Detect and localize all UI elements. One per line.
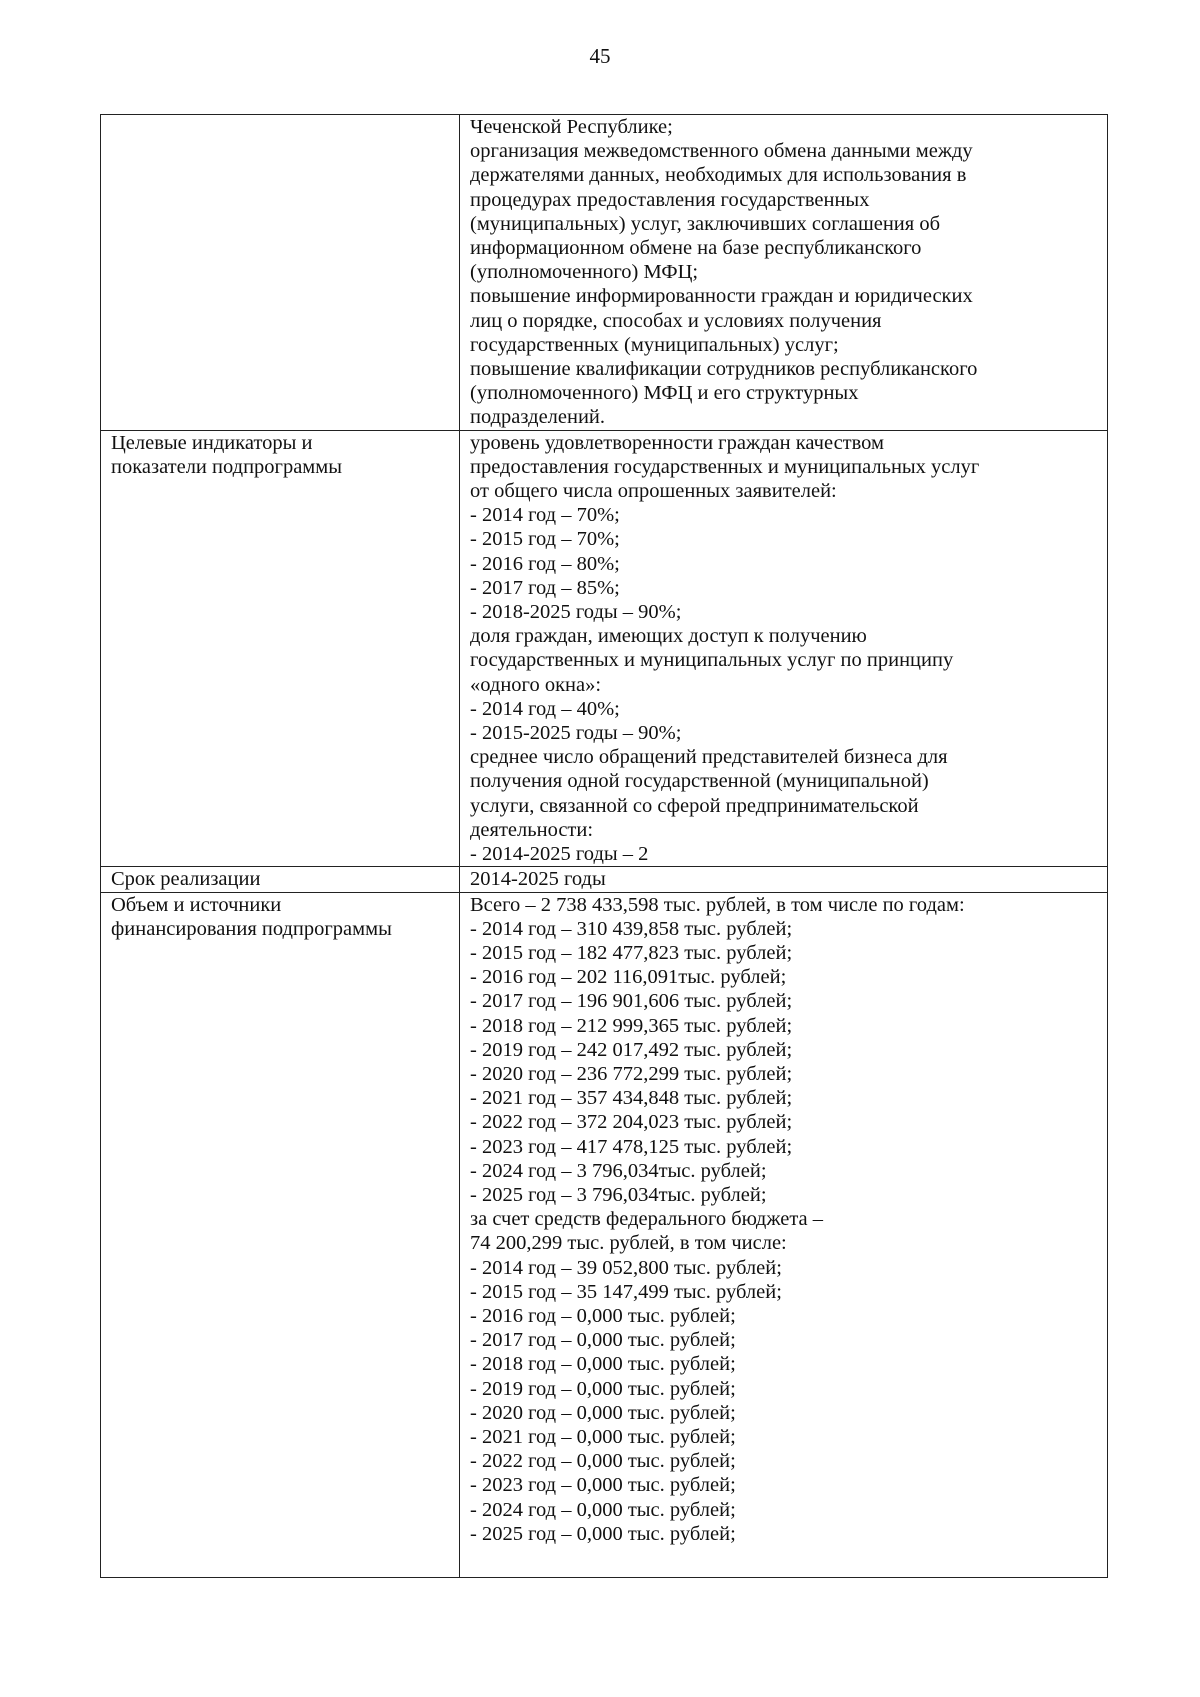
cell-text-line: - 2015 год – 70%; [470, 528, 620, 551]
cell-text-line: 2014-2025 годы [470, 868, 606, 891]
cell-text-line: - 2014 год – 70%; [470, 504, 620, 527]
row-label-cell [101, 430, 460, 867]
cell-text-line: - 2020 год – 236 772,299 тыс. рублей; [470, 1062, 793, 1085]
cell-text-line: - 2017 год – 0,000 тыс. рублей; [470, 1329, 736, 1352]
cell-text-line: предоставления государственных и муниципальных услуг [470, 455, 980, 478]
row-value-cell [460, 115, 1108, 431]
cell-text-line: - 2014 год – 39 052,800 тыс. рублей; [470, 1256, 782, 1279]
cell-text-line: деятельности: [470, 818, 594, 841]
table-row-tasks-continued [101, 115, 1108, 431]
cell-text-line: подразделений. [470, 406, 606, 429]
cell-text-line: - 2018 год – 212 999,365 тыс. рублей; [470, 1014, 793, 1037]
subprogram-passport-table [100, 114, 1108, 1578]
row-label-cell [101, 115, 460, 431]
cell-text-line: - 2020 год – 0,000 тыс. рублей; [470, 1401, 736, 1424]
cell-text-line: - 2024 год – 0,000 тыс. рублей; [470, 1498, 736, 1521]
cell-text-line: держателями данных, необходимых для использования в [470, 164, 967, 187]
cell-text-line: государственных и муниципальных услуг по принципу [470, 649, 954, 672]
cell-text-line: - 2016 год – 202 116,091тыс. рублей; [470, 966, 787, 989]
cell-text-line: доля граждан, имеющих доступ к получению [470, 625, 867, 648]
cell-text-line: - 2015-2025 годы – 90%; [470, 722, 682, 745]
cell-text-line: (уполномоченного) МФЦ и его структурных [470, 382, 859, 405]
cell-text-line: информационном обмене на базе республиканского [470, 237, 922, 260]
cell-text-line: «одного окна»: [470, 673, 602, 696]
cell-text-line: получения одной государственной (муниципальной) [470, 770, 929, 793]
cell-text-line: - 2021 год – 0,000 тыс. рублей; [470, 1425, 736, 1448]
cell-text-line: уровень удовлетворенности граждан качеством [470, 431, 885, 454]
row-value-cell [460, 867, 1108, 892]
cell-text-line: за счет средств федерального бюджета – [470, 1208, 824, 1231]
table-row-target-indicators [101, 430, 1108, 867]
page-number: 45 [589, 44, 611, 68]
cell-text-line: повышение информированности граждан и юридических [470, 285, 973, 308]
cell-text-line: показатели подпрограммы [111, 455, 343, 478]
cell-text-line: - 2023 год – 0,000 тыс. рублей; [470, 1474, 736, 1497]
cell-text-line: - 2022 год – 372 204,023 тыс. рублей; [470, 1111, 793, 1134]
cell-text-line: процедурах предоставления государственных [470, 188, 870, 211]
cell-text-line: Срок реализации [111, 868, 261, 891]
cell-text-line: (муниципальных) услуг, заключивших соглашения об [470, 212, 940, 235]
cell-text-line: - 2019 год – 0,000 тыс. рублей; [470, 1377, 736, 1400]
cell-text-line: от общего числа опрошенных заявителей: [470, 480, 837, 503]
cell-text-line: - 2025 год – 3 796,034тыс. рублей; [470, 1183, 767, 1206]
cell-text-line: - 2015 год – 182 477,823 тыс. рублей; [470, 941, 793, 964]
row-label-cell [101, 892, 460, 1577]
cell-text-line: - 2016 год – 0,000 тыс. рублей; [470, 1304, 736, 1327]
table-row-implementation-term [101, 867, 1108, 892]
cell-text-line: - 2017 год – 196 901,606 тыс. рублей; [470, 990, 793, 1013]
cell-text-line: - 2017 год – 85%; [470, 576, 620, 599]
cell-text-line: - 2014 год – 310 439,858 тыс. рублей; [470, 917, 793, 940]
cell-text-line: - 2023 год – 417 478,125 тыс. рублей; [470, 1135, 793, 1158]
cell-text-line: - 2015 год – 35 147,499 тыс. рублей; [470, 1280, 782, 1303]
row-value-cell [460, 892, 1108, 1577]
cell-text-line: Объем и источники [111, 893, 282, 916]
cell-text-line: Всего – 2 738 433,598 тыс. рублей, в том числе по годам: [470, 893, 965, 916]
row-label-cell [101, 867, 460, 892]
cell-text-line: - 2014-2025 годы – 2 [470, 843, 649, 866]
cell-text-line: Чеченской Республике; [470, 116, 673, 138]
table-row-financing [101, 892, 1108, 1577]
cell-text-line: государственных (муниципальных) услуг; [470, 333, 839, 356]
row-value-cell [460, 430, 1108, 867]
cell-text-line: - 2021 год – 357 434,848 тыс. рублей; [470, 1087, 793, 1110]
cell-text-line: - 2025 год – 0,000 тыс. рублей; [470, 1522, 736, 1545]
cell-text-line: финансирования подпрограммы [111, 917, 392, 940]
cell-text-line: - 2024 год – 3 796,034тыс. рублей; [470, 1159, 767, 1182]
cell-text-line: - 2018-2025 годы – 90%; [470, 601, 682, 624]
cell-text-line: - 2014 год – 40%; [470, 697, 620, 720]
cell-text-line: - 2022 год – 0,000 тыс. рублей; [470, 1450, 736, 1473]
cell-text-line: лиц о порядке, способах и условиях получения [470, 309, 882, 332]
cell-text-line: - 2019 год – 242 017,492 тыс. рублей; [470, 1038, 793, 1061]
cell-text-line: Целевые индикаторы и [111, 431, 313, 454]
cell-text-line: среднее число обращений представителей бизнеса для [470, 746, 948, 769]
cell-text-line: услуги, связанной со сферой предпринимательской [470, 794, 919, 817]
cell-text-line: - 2016 год – 80%; [470, 552, 620, 575]
cell-text-line: - 2018 год – 0,000 тыс. рублей; [470, 1353, 736, 1376]
cell-text-line: (уполномоченного) МФЦ; [470, 261, 699, 284]
cell-text-line: 74 200,299 тыс. рублей, в том числе: [470, 1232, 787, 1255]
cell-text-line: организация межведомственного обмена данными между [470, 140, 973, 163]
cell-text-line: повышение квалификации сотрудников республиканского [470, 358, 978, 381]
